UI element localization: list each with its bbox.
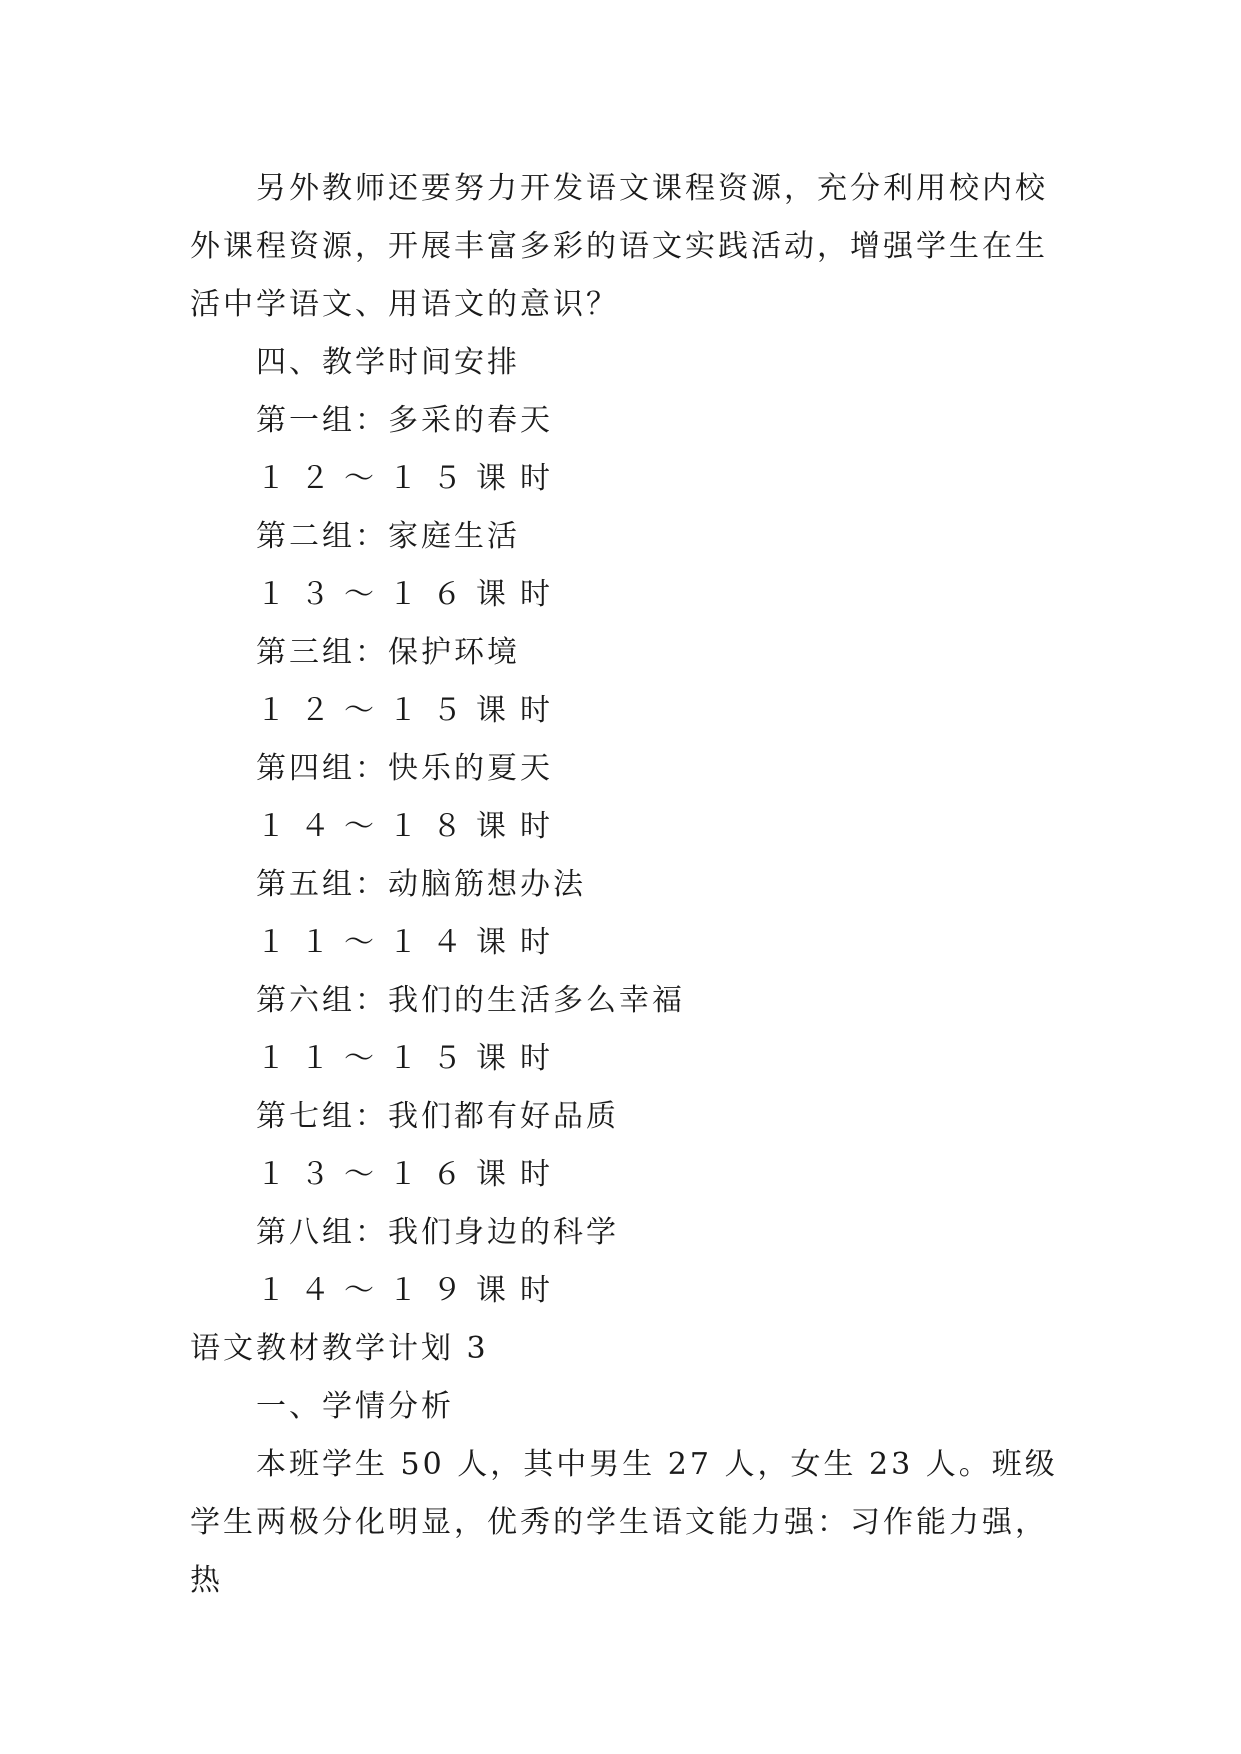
schedule-group-4: 第四组：快乐的夏天: [256, 751, 553, 786]
schedule-group-6: 第六组：我们的生活多么幸福: [256, 983, 685, 1018]
section-heading: 四、教学时间安排: [256, 345, 520, 380]
intro-paragraph: 另外教师还要努力开发语文课程资源，充分利用校内校外课程资源，开展丰富多彩的语文实践活动，增强学生在生活中学语文、用语文的意识？: [190, 171, 1048, 322]
schedule-group-8: 第八组：我们身边的科学: [256, 1215, 619, 1250]
schedule-group-1: 第一组：多采的春天: [256, 403, 553, 438]
schedule-group-2: 第二组：家庭生活: [256, 519, 520, 554]
plan-title: 语文教材教学计划 3: [190, 1331, 489, 1366]
schedule-group-5: 第五组：动脑筋想办法: [256, 867, 586, 902]
schedule-hours-2: １３～１６课时: [256, 577, 564, 612]
schedule-hours-7: １３～１６课时: [256, 1157, 564, 1192]
document-body: [190, 160, 1060, 1610]
subheading: 一、学情分析: [256, 1389, 454, 1424]
schedule-hours-6: １１～１５课时: [256, 1041, 564, 1076]
schedule-hours-3: １２～１５课时: [256, 693, 564, 728]
schedule-group-3: 第三组：保护环境: [256, 635, 520, 670]
closing-paragraph: 本班学生 50 人，其中男生 27 人，女生 23 人。班级学生两极分化明显，优秀的学生语文能力强：习作能力强，热: [190, 1447, 1058, 1598]
schedule-hours-1: １２～１５课时: [256, 461, 564, 496]
schedule-hours-8: １４～１９课时: [256, 1273, 564, 1308]
schedule-hours-4: １４～１８课时: [256, 809, 564, 844]
schedule-group-7: 第七组：我们都有好品质: [256, 1099, 619, 1134]
schedule-hours-5: １１～１４课时: [256, 925, 564, 960]
